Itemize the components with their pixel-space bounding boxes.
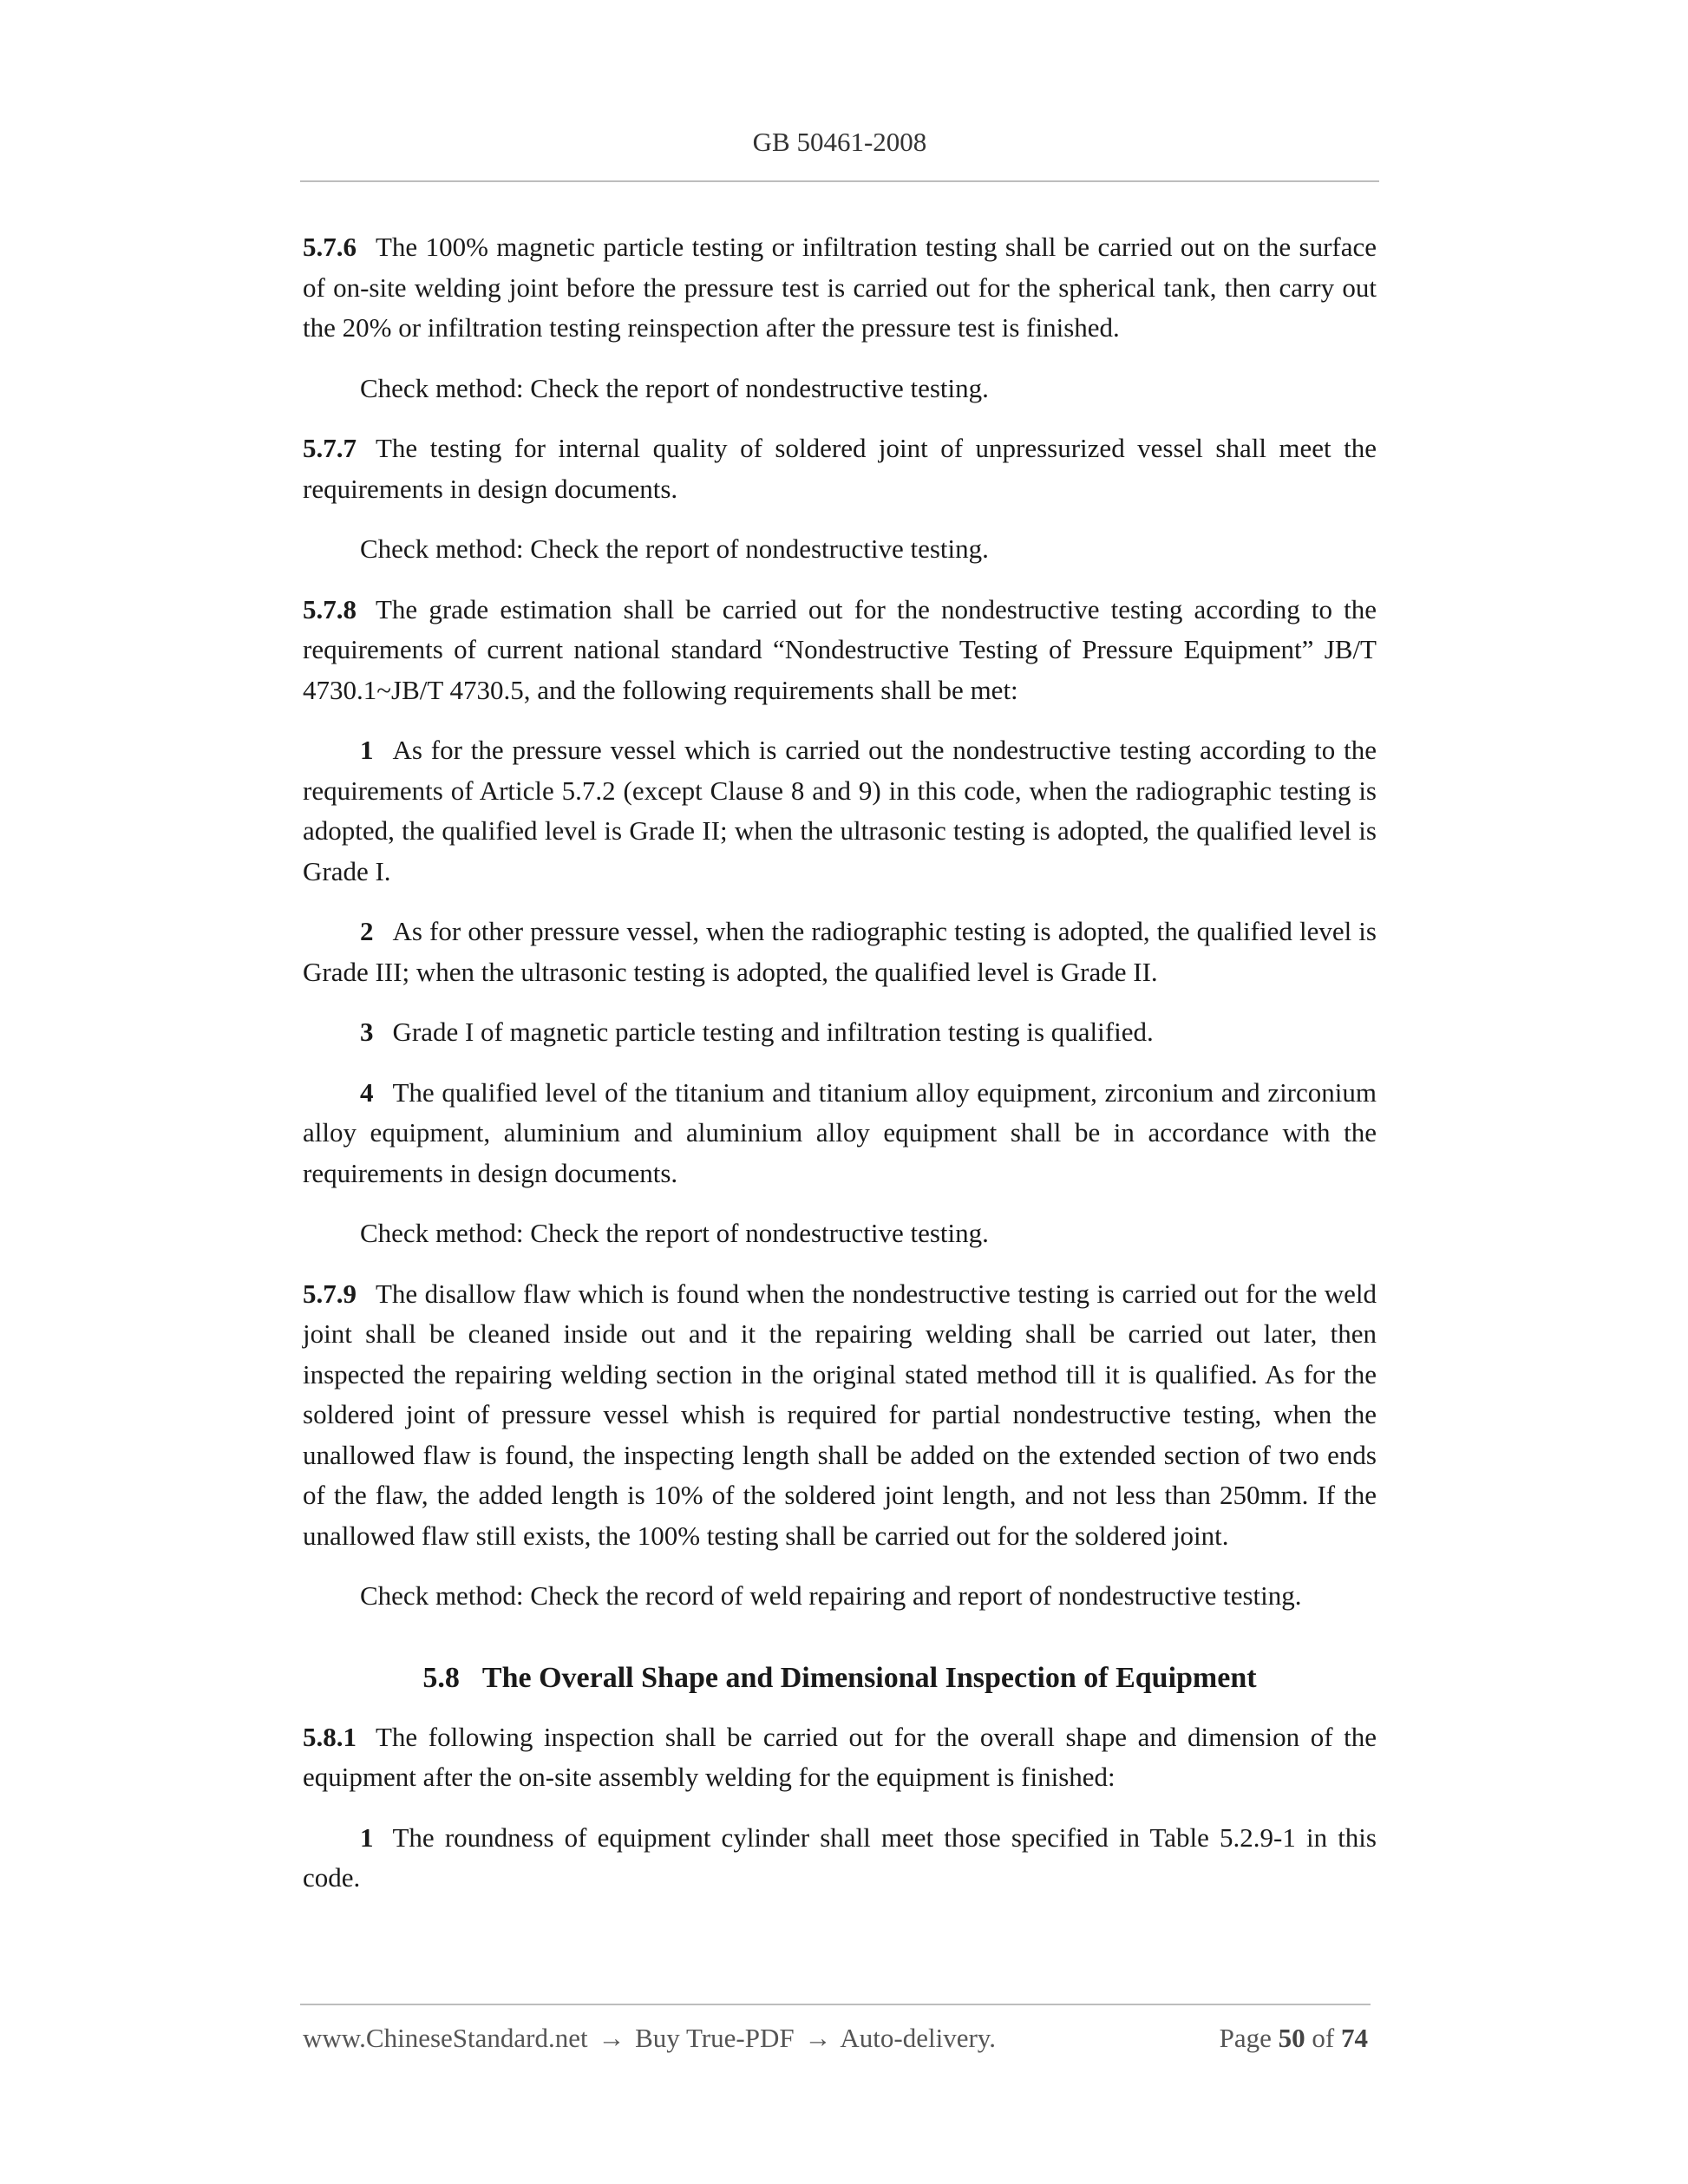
list-item xyxy=(303,1818,1377,1899)
check-method-text: Check method: Check the report of nondestructive testing. xyxy=(360,1218,989,1248)
clause-number: 5.8.1 xyxy=(303,1721,357,1752)
section-title-text: The Overall Shape and Dimensional Inspection of Equipment xyxy=(481,1661,1257,1694)
item-text: As for other pressure vessel, when the radiographic testing is adopted, the qualified level is Grade III; when the ultrasonic testing is adopted, the qualified level is Grade II. xyxy=(303,916,1377,987)
list-item xyxy=(303,1012,1377,1053)
item-number: 2 xyxy=(360,916,374,946)
list-item xyxy=(303,1073,1377,1194)
clause-5-7-7 xyxy=(303,428,1377,509)
arrow-right-icon: → xyxy=(598,2023,625,2053)
item-text: The qualified level of the titanium and titanium alloy equipment, zirconium and zirconium alloy equipment, aluminium and aluminium alloy equipment shall be in accordance with the requirements in design documents. xyxy=(303,1076,1377,1188)
clause-number: 5.7.8 xyxy=(303,593,357,624)
check-method xyxy=(303,1576,1377,1617)
clause-number: 5.7.6 xyxy=(303,232,357,262)
clause-5-8-1 xyxy=(303,1717,1377,1798)
arrow-right-icon: → xyxy=(804,2023,832,2053)
header-divider xyxy=(300,180,1379,182)
clause-number: 5.7.9 xyxy=(303,1278,357,1309)
clause-5-7-8 xyxy=(303,590,1377,711)
check-method xyxy=(303,1213,1377,1254)
item-text: As for the pressure vessel which is carried out the nondestructive testing according to the requirements of Article 5.7.2 (except Clause 8 and 9) in this code, when the radiographic testing is adopted, the qualified level is Grade II; when the ultrasonic testing is adopted, the qualified level is Grade I. xyxy=(303,735,1377,886)
clause-text: The grade estimation shall be carried out for the nondestructive testing according to the requirements of current national standard “Nondestructive Testing of Pressure Equipment” JB/T 4730.1~JB/T 4730.5, and the following requirements shall be met: xyxy=(303,593,1377,705)
list-item xyxy=(303,912,1377,992)
list-item xyxy=(303,730,1377,892)
clause-text: The following inspection shall be carried out for the overall shape and dimension of the equipment after the on-site assembly welding for the equipment is finished: xyxy=(303,1721,1377,1792)
item-number: 3 xyxy=(360,1017,374,1047)
section-number: 5.8 xyxy=(422,1661,460,1694)
buy-link[interactable]: Buy True-PDF xyxy=(635,2023,795,2053)
check-method-text: Check method: Check the report of nondestructive testing. xyxy=(360,533,989,564)
page-total: 74 xyxy=(1341,2023,1368,2053)
check-method-text: Check method: Check the report of nondestructive testing. xyxy=(360,372,989,403)
footer-links xyxy=(303,2023,996,2054)
page-label: Page xyxy=(1219,2023,1272,2053)
delivery-text: Auto-delivery. xyxy=(840,2023,997,2053)
footer-divider xyxy=(300,2004,1371,2005)
clause-5-7-6 xyxy=(303,227,1377,349)
item-number: 4 xyxy=(360,1076,374,1108)
clause-text: The testing for internal quality of soldered joint of unpressurized vessel shall meet the requirements in design documents. xyxy=(303,433,1377,504)
page-number: 50 xyxy=(1278,2023,1305,2053)
page-footer xyxy=(303,2023,1368,2061)
check-method-text: Check method: Check the record of weld repairing and report of nondestructive testing. xyxy=(360,1580,1302,1611)
site-link[interactable]: www.ChineseStandard.net xyxy=(303,2023,588,2053)
section-heading xyxy=(303,1658,1377,1698)
of-label: of xyxy=(1312,2023,1335,2053)
check-method xyxy=(303,369,1377,409)
item-number: 1 xyxy=(360,735,374,765)
page-counter xyxy=(1220,2023,1368,2054)
clause-5-7-9 xyxy=(303,1274,1377,1557)
clause-number: 5.7.7 xyxy=(303,433,357,463)
page-header: GB 50461-2008 xyxy=(752,127,927,157)
item-text: Grade I of magnetic particle testing and infiltration testing is qualified. xyxy=(392,1017,1154,1047)
check-method xyxy=(303,529,1377,570)
item-text: The roundness of equipment cylinder shall meet those specified in Table 5.2.9-1 in this code. xyxy=(303,1821,1377,1893)
page-content xyxy=(303,227,1377,1919)
clause-text: The disallow flaw which is found when the nondestructive testing is carried out for the weld joint shall be cleaned inside out and it the repairing welding shall be carried out later, then inspected the repairing welding section in the original stated method till it is qualified. As for the soldered joint of pressure vessel whish is required for partial nondestructive testing, when the unallowed flaw is found, the inspecting length shall be added on the extended section of two ends of the flaw, the added length is 10% of the soldered joint length, and not less than 250mm. If the unallowed flaw still exists, the 100% testing shall be carried out for the soldered joint. xyxy=(303,1278,1377,1551)
clause-text: The 100% magnetic particle testing or infiltration testing shall be carried out on the surface of on-site welding joint before the pressure test is carried out for the spherical tank, then carry out the 20% or infiltration testing reinspection after the pressure test is finished. xyxy=(303,232,1377,343)
item-number: 1 xyxy=(360,1821,374,1853)
